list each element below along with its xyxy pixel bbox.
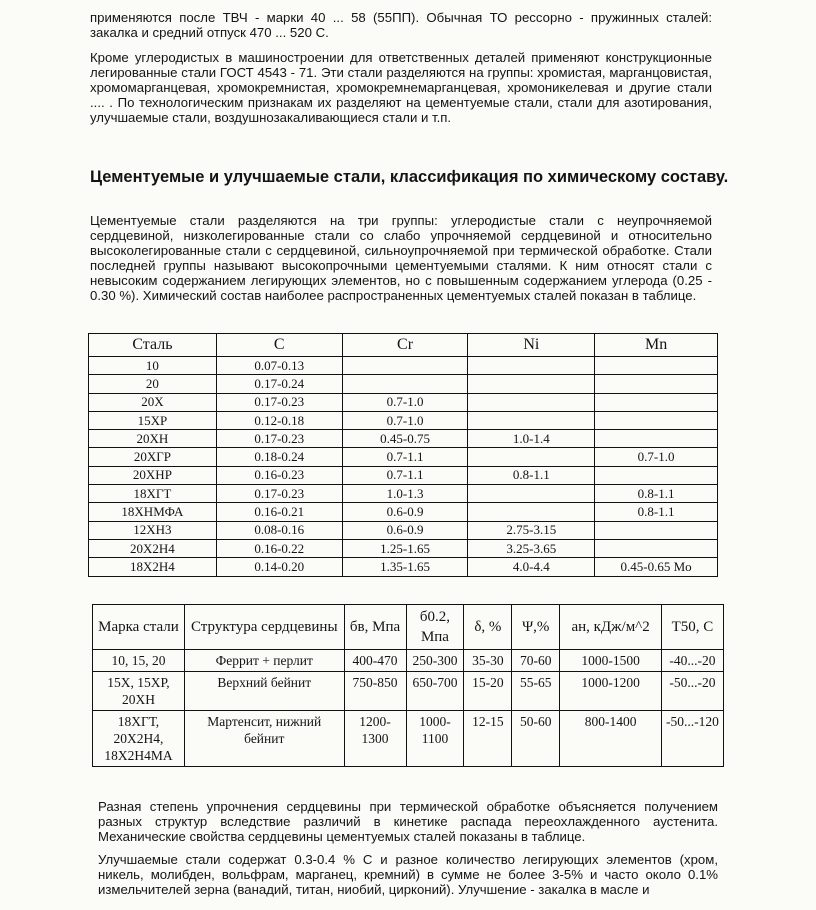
table-cell: 0.16-0.22 [216, 539, 342, 557]
table-cell: 0.7-1.1 [342, 466, 468, 484]
table-cell: 1000-1200 [560, 672, 662, 711]
header-cell: бв, Мпа [344, 605, 406, 650]
table-cell [468, 448, 595, 466]
table-cell [595, 375, 718, 393]
table-cell [595, 393, 718, 411]
header-cell: Марка стали [93, 605, 185, 650]
header-cell: Ψ,% [512, 605, 560, 650]
body-paragraph-3: Улучшаемые стали содержат 0.3-0.4 % С и разное количество легирующих элементов (хром, никель, молибден, вольфрам, марганец, кремний) в сумме не более 3-5% и часто около 0.1% измельчителей зерна (ванадий, титан, ниобий, цирконий). Улучшение - закалка в масле и [98, 852, 718, 897]
table-cell: 0.8-1.1 [595, 485, 718, 503]
table-cell: 650-700 [406, 672, 464, 711]
table-row [89, 411, 718, 429]
table-cell: 0.7-1.0 [342, 411, 468, 429]
table-cell: 0.17-0.24 [216, 375, 342, 393]
table-cell [595, 430, 718, 448]
table-cell: 1.0-1.3 [342, 485, 468, 503]
table-cell: -40...-20 [661, 650, 723, 672]
table-cell [342, 357, 468, 375]
table-cell: 15ХР [89, 411, 217, 429]
composition-table [88, 333, 718, 577]
mechanical-properties-table [92, 604, 724, 767]
table-cell: 15Х, 15ХР, 20ХН [93, 672, 185, 711]
table-cell: 800-1400 [560, 711, 662, 767]
table-cell: 18ХНМФА [89, 503, 217, 521]
table-cell [468, 393, 595, 411]
body-paragraph-1: Цементуемые стали разделяются на три группы: углеродистые стали с неупрочняемой сердцевиной, низколегированные стали со слабо упрочняемой сердцевиной и относительно высоколегированные стали с сердцевиной, сильноупрочняемой при термической обработке. Стали последней группы называют высокопрочными цементуемыми сталями. К ним относят стали с невысоким содержанием легирующих элементов, но с повышенным содержанием углерода (0.25 - 0.30 %). Химический состав наиболее распространенных цементуемых сталей показан в таблице. [90, 213, 712, 303]
table-cell: 0.8-1.1 [595, 503, 718, 521]
table-cell [468, 411, 595, 429]
section-heading: Цементуемые и улучшаемые стали, классификация по химическому составу. [90, 168, 729, 186]
table-cell: Феррит + перлит [184, 650, 344, 672]
table-cell: 12-15 [464, 711, 512, 767]
table-cell [595, 357, 718, 375]
composition-header-row [89, 334, 718, 357]
table-cell: 0.12-0.18 [216, 411, 342, 429]
table-cell: 0.07-0.13 [216, 357, 342, 375]
table-cell: 0.6-0.9 [342, 503, 468, 521]
table-cell [342, 375, 468, 393]
table-cell: 50-60 [512, 711, 560, 767]
table-cell: 0.14-0.20 [216, 558, 342, 576]
table-row [89, 466, 718, 484]
table-cell: 35-30 [464, 650, 512, 672]
header-cell: б0.2, Мпа [406, 605, 464, 650]
header-cell: ан, кДж/м^2 [560, 605, 662, 650]
header-cell: Т50, С [661, 605, 723, 650]
table-cell: 0.16-0.23 [216, 466, 342, 484]
table-cell: 750-850 [344, 672, 406, 711]
table-cell: 20ХН [89, 430, 217, 448]
table-cell: 0.8-1.1 [468, 466, 595, 484]
table-cell: Верхний бейнит [184, 672, 344, 711]
mechanical-header-row [93, 605, 724, 650]
header-cell: Сталь [89, 334, 217, 357]
table-row [93, 711, 724, 767]
body-paragraph-2: Разная степень упрочнения сердцевины при термической обработке объясняется получением разных структур вследствие различий в кинетике распада переохлажденного аустенита. Механические свойства сердцевины цементуемых сталей показаны в таблице. [98, 799, 718, 844]
table-cell: -50...-120 [661, 711, 723, 767]
table-cell: 0.45-0.75 [342, 430, 468, 448]
table-cell: 55-65 [512, 672, 560, 711]
table-cell: 0.6-0.9 [342, 521, 468, 539]
table-cell: 20ХНР [89, 466, 217, 484]
table-cell: 0.17-0.23 [216, 430, 342, 448]
table-cell [468, 357, 595, 375]
table-cell: 20Х2Н4 [89, 539, 217, 557]
table-cell: 20Х [89, 393, 217, 411]
table-cell: 0.7-1.1 [342, 448, 468, 466]
table-cell: 0.7-1.0 [342, 393, 468, 411]
table-cell [595, 539, 718, 557]
table-cell: 20ХГР [89, 448, 217, 466]
table-cell [595, 411, 718, 429]
table-row [93, 650, 724, 672]
table-row [89, 539, 718, 557]
table-cell: 70-60 [512, 650, 560, 672]
table-cell: 1.0-1.4 [468, 430, 595, 448]
table-row [89, 430, 718, 448]
table-cell [595, 521, 718, 539]
table-cell: 4.0-4.4 [468, 558, 595, 576]
table-cell: 1200-1300 [344, 711, 406, 767]
header-cell: Структура сердцевины [184, 605, 344, 650]
table-row [89, 393, 718, 411]
table-cell: Мартенсит, нижний бейнит [184, 711, 344, 767]
table-row [89, 375, 718, 393]
table-cell: 2.75-3.15 [468, 521, 595, 539]
table-cell: -50...-20 [661, 672, 723, 711]
header-cell: Ni [468, 334, 595, 357]
table-row [89, 357, 718, 375]
header-cell: δ, % [464, 605, 512, 650]
table-cell: 1000-1500 [560, 650, 662, 672]
table-cell: 0.17-0.23 [216, 393, 342, 411]
table-cell [468, 503, 595, 521]
header-cell: Cr [342, 334, 468, 357]
table-row [93, 672, 724, 711]
table-row [89, 521, 718, 539]
table-cell: 1000-1100 [406, 711, 464, 767]
intro-paragraph-1: применяются после ТВЧ - марки 40 ... 58 (55ПП). Обычная ТО рессорно - пружинных сталей: закалка и средний отпуск 470 ... 520 С. [90, 10, 712, 40]
table-cell: 1.25-1.65 [342, 539, 468, 557]
table-cell: 0.45-0.65 Mo [595, 558, 718, 576]
table-row [89, 558, 718, 576]
table-cell: 3.25-3.65 [468, 539, 595, 557]
intro-paragraph-2: Кроме углеродистых в машиностроении для ответственных деталей применяют конструкционные легированные стали ГОСТ 4543 - 71. Эти стали разделяются на группы: хромистая, марганцовистая, хромомарганцевая, хромокремнистая, хромокремнемарганцевая, хромоникелевая и другие стали .... . По технологическим признакам их разделяют на цементуемые стали, стали для азотирования, улучшаемые стали, воздушнозакаливающиеся стали и т.п. [90, 50, 712, 125]
table-cell [468, 375, 595, 393]
table-cell: 400-470 [344, 650, 406, 672]
header-cell: Mn [595, 334, 718, 357]
table-cell: 0.7-1.0 [595, 448, 718, 466]
table-row [89, 448, 718, 466]
table-cell: 0.08-0.16 [216, 521, 342, 539]
table-cell: 10 [89, 357, 217, 375]
table-cell: 18Х2Н4 [89, 558, 217, 576]
table-cell: 0.18-0.24 [216, 448, 342, 466]
table-cell [468, 485, 595, 503]
table-row [89, 503, 718, 521]
table-cell: 0.16-0.21 [216, 503, 342, 521]
header-cell: C [216, 334, 342, 357]
table-cell: 12ХН3 [89, 521, 217, 539]
table-cell: 1.35-1.65 [342, 558, 468, 576]
table-cell: 15-20 [464, 672, 512, 711]
table-cell: 18ХГТ, 20Х2Н4, 18Х2Н4МА [93, 711, 185, 767]
table-cell: 20 [89, 375, 217, 393]
table-cell: 250-300 [406, 650, 464, 672]
table-row [89, 485, 718, 503]
table-cell: 10, 15, 20 [93, 650, 185, 672]
table-cell: 18ХГТ [89, 485, 217, 503]
table-cell [595, 466, 718, 484]
table-cell: 0.17-0.23 [216, 485, 342, 503]
